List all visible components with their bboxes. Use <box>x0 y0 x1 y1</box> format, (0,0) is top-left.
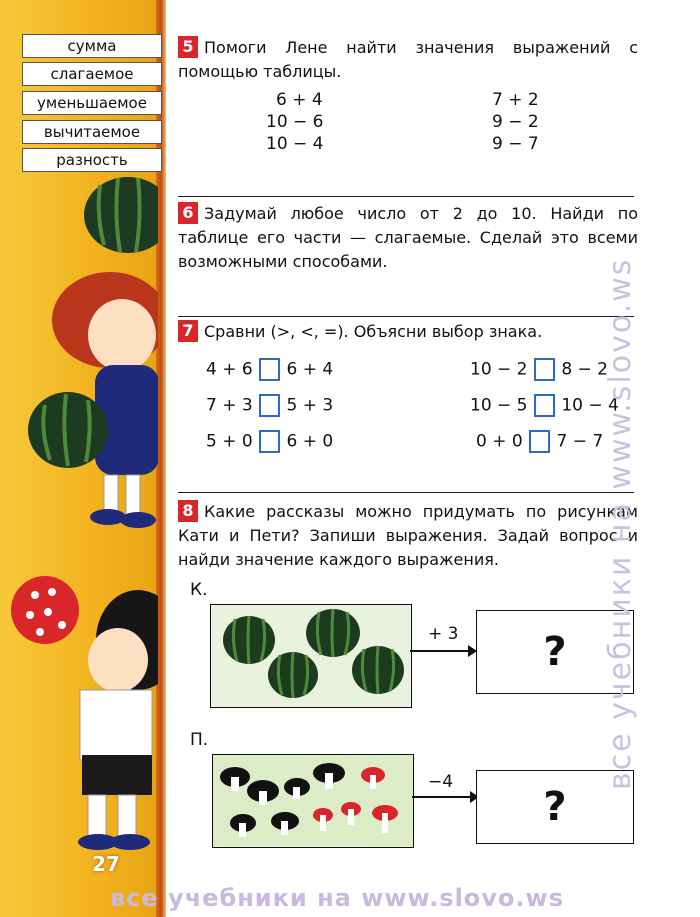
term-subtrahend: вычитаемое <box>22 120 162 144</box>
compare-box[interactable] <box>534 394 555 417</box>
expression: 7 + 3 <box>206 395 253 416</box>
compare-box[interactable] <box>534 358 555 381</box>
compare-row <box>206 358 333 381</box>
task-text: Помоги Лене найти значения выражений с помощью таблицы. <box>178 38 638 81</box>
compare-box[interactable] <box>259 430 280 453</box>
watermelon-icon <box>223 616 275 664</box>
arrow-line <box>412 796 478 798</box>
operation-label: + 3 <box>428 624 459 644</box>
task-number: 7 <box>178 320 198 342</box>
expression: 4 + 6 <box>206 359 253 380</box>
expression: 6 + 4 <box>276 90 323 110</box>
expression: 5 + 0 <box>206 431 253 452</box>
question-mark: ? <box>543 629 567 675</box>
task-8 <box>178 500 638 572</box>
expression: 10 − 2 <box>470 359 528 380</box>
divider <box>178 492 634 493</box>
sidebar-illustration <box>0 170 158 860</box>
mushroom-icon <box>271 812 299 835</box>
task-5 <box>178 36 638 84</box>
mushroom-icon <box>230 814 256 837</box>
mushrooms-picture <box>212 754 414 848</box>
watermelon-icon <box>352 646 404 694</box>
expression: 0 + 0 <box>476 431 523 452</box>
expression: 7 − 7 <box>556 431 604 452</box>
expression: 10 − 6 <box>266 112 324 132</box>
watermark-bottom: все учебники на www.slovo.ws <box>110 884 564 912</box>
expression: 7 + 2 <box>492 90 539 110</box>
compare-box[interactable] <box>259 358 280 381</box>
task-7 <box>178 320 638 344</box>
arrow-line <box>410 650 476 652</box>
watermelon-icon <box>84 177 158 253</box>
expression: 10 − 4 <box>266 134 324 154</box>
task-number: 6 <box>178 202 198 224</box>
mushroom-icon <box>361 767 385 789</box>
operation-label: −4 <box>428 772 454 792</box>
term-difference: разность <box>22 148 162 172</box>
petya-label: П. <box>190 730 209 750</box>
expression: 6 + 0 <box>286 431 334 452</box>
boy-face <box>88 628 148 692</box>
watermelons-picture <box>210 604 412 708</box>
mushroom-icon <box>284 778 310 799</box>
expression: 10 − 4 <box>561 395 619 416</box>
page-number: 27 <box>92 852 120 876</box>
expression: 9 − 2 <box>492 112 539 132</box>
mushroom-icon <box>372 805 398 833</box>
term-addend: слагаемое <box>22 62 162 86</box>
term-sum: сумма <box>22 34 162 58</box>
compare-row <box>206 430 333 453</box>
expression: 6 + 4 <box>286 359 334 380</box>
compare-row <box>470 358 608 381</box>
task-6 <box>178 202 638 274</box>
mushroom-icon <box>341 802 361 825</box>
mushroom-icon <box>220 767 250 791</box>
compare-row <box>206 394 333 417</box>
divider <box>178 196 634 197</box>
task-number: 8 <box>178 500 198 522</box>
task-text: Сравни (>, <, =). Объясни выбор знака. <box>204 322 543 341</box>
expression: 8 − 2 <box>561 359 608 380</box>
task-number: 5 <box>178 36 198 58</box>
task-text: Задумай любое число от 2 до 10. Найди по таблице его части — слагаемые. Сделай это всеми возможными способами. <box>178 204 638 271</box>
watermelon-icon <box>268 652 318 698</box>
mushroom-icon <box>247 780 279 805</box>
mushroom-icon <box>313 808 333 831</box>
mushroom-icon <box>313 763 345 789</box>
task-text: Какие рассказы можно придумать по рисункам Кати и Пети? Запиши выражения. Задай вопрос и найди значение каждого выражения. <box>178 502 638 569</box>
question-mark: ? <box>543 784 567 830</box>
expression: 5 + 3 <box>286 395 334 416</box>
compare-row <box>470 394 619 417</box>
divider <box>178 316 634 317</box>
expression: 9 − 7 <box>492 134 539 154</box>
katya-label: К. <box>190 580 208 600</box>
compare-row <box>476 430 603 453</box>
watermark-vertical: все учебники на www.slovo.ws <box>603 257 638 790</box>
compare-box[interactable] <box>259 394 280 417</box>
watermelon-icon <box>306 609 360 657</box>
compare-box[interactable] <box>529 430 550 453</box>
expression: 10 − 5 <box>470 395 528 416</box>
girl-face <box>88 299 156 371</box>
term-minuend: уменьшаемое <box>22 91 162 115</box>
